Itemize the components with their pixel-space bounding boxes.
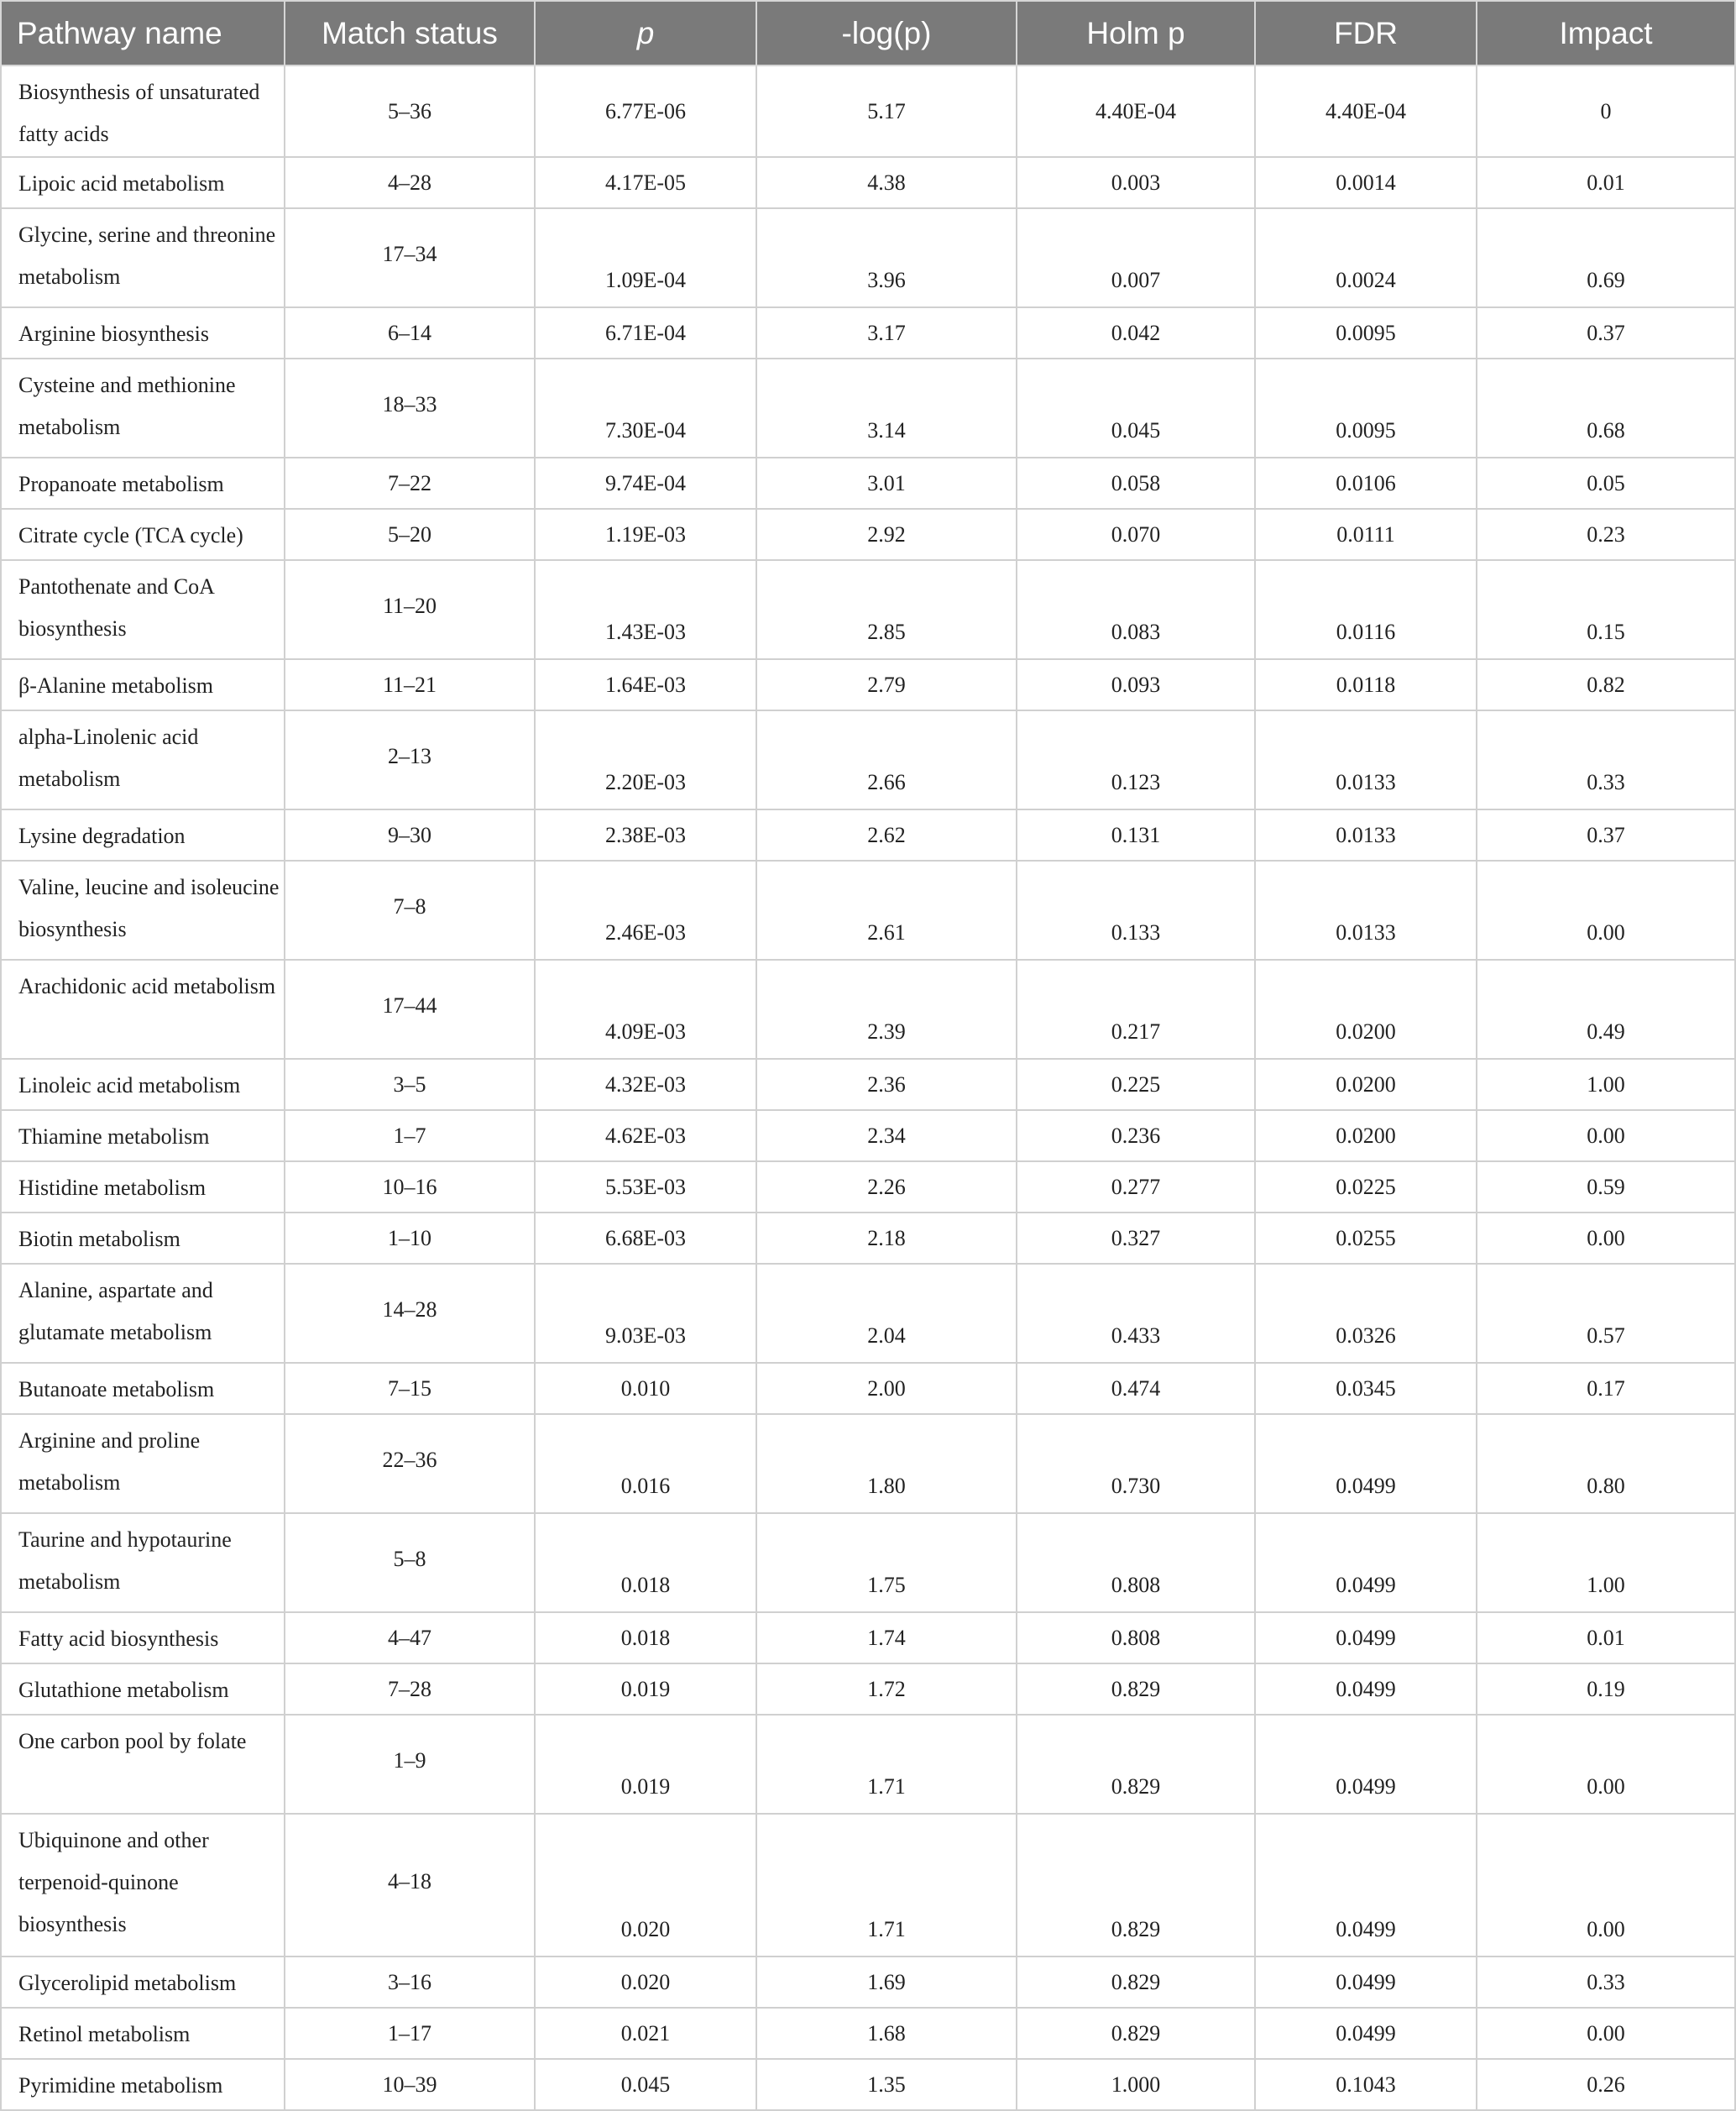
cell-p: 1.43E-03 xyxy=(535,560,756,659)
table-row xyxy=(1,1363,1735,1414)
header-neg-log-p: -log(p) xyxy=(756,1,1017,65)
cell-p: 4.32E-03 xyxy=(535,1059,756,1110)
cell-match-status: 6–14 xyxy=(285,307,535,359)
cell-neg-log-p: 1.74 xyxy=(756,1612,1017,1663)
cell-match-status: 2–13 xyxy=(285,710,535,809)
cell-match-status: 22–36 xyxy=(285,1414,535,1513)
cell-impact: 0.33 xyxy=(1477,710,1735,809)
cell-impact: 0.33 xyxy=(1477,1956,1735,2008)
cell-match-status: 1–9 xyxy=(285,1715,535,1814)
cell-neg-log-p: 1.75 xyxy=(756,1513,1017,1612)
table-row xyxy=(1,710,1735,809)
cell-p: 2.38E-03 xyxy=(535,809,756,861)
cell-pathway-name: Fatty acid biosynthesis xyxy=(1,1612,285,1663)
table-row xyxy=(1,1213,1735,1264)
cell-impact: 0.37 xyxy=(1477,809,1735,861)
cell-impact: 0.26 xyxy=(1477,2059,1735,2110)
cell-match-status: 10–16 xyxy=(285,1161,535,1213)
cell-p: 1.09E-04 xyxy=(535,208,756,307)
cell-holm-p: 0.042 xyxy=(1017,307,1255,359)
header-p: p xyxy=(535,1,756,65)
cell-fdr: 0.0200 xyxy=(1255,1110,1477,1161)
cell-match-status: 3–5 xyxy=(285,1059,535,1110)
cell-match-status: 5–36 xyxy=(285,65,535,157)
cell-pathway-name: Histidine metabolism xyxy=(1,1161,285,1213)
cell-p: 0.018 xyxy=(535,1513,756,1612)
cell-holm-p: 0.829 xyxy=(1017,1956,1255,2008)
cell-holm-p: 0.003 xyxy=(1017,157,1255,208)
cell-pathway-name: Thiamine metabolism xyxy=(1,1110,285,1161)
cell-neg-log-p: 2.26 xyxy=(756,1161,1017,1213)
cell-pathway-name: β-Alanine metabolism xyxy=(1,659,285,710)
cell-fdr: 0.0118 xyxy=(1255,659,1477,710)
cell-impact: 0.59 xyxy=(1477,1161,1735,1213)
cell-holm-p: 0.131 xyxy=(1017,809,1255,861)
cell-match-status: 4–47 xyxy=(285,1612,535,1663)
cell-fdr: 0.0133 xyxy=(1255,710,1477,809)
cell-neg-log-p: 4.38 xyxy=(756,157,1017,208)
cell-pathway-name: Arachidonic acid metabolism xyxy=(1,960,285,1059)
cell-p: 4.09E-03 xyxy=(535,960,756,1059)
cell-pathway-name: Lysine degradation xyxy=(1,809,285,861)
cell-match-status: 11–20 xyxy=(285,560,535,659)
cell-neg-log-p: 2.36 xyxy=(756,1059,1017,1110)
header-fdr: FDR xyxy=(1255,1,1477,65)
table-row xyxy=(1,208,1735,307)
cell-pathway-name: alpha-Linolenic acid metabolism xyxy=(1,710,285,809)
table-row xyxy=(1,659,1735,710)
cell-fdr: 4.40E-04 xyxy=(1255,65,1477,157)
cell-neg-log-p: 3.14 xyxy=(756,359,1017,458)
cell-pathway-name: Cysteine and methionine metabolism xyxy=(1,359,285,458)
cell-p: 6.68E-03 xyxy=(535,1213,756,1264)
cell-holm-p: 0.730 xyxy=(1017,1414,1255,1513)
cell-impact: 1.00 xyxy=(1477,1059,1735,1110)
cell-match-status: 3–16 xyxy=(285,1956,535,2008)
cell-impact: 1.00 xyxy=(1477,1513,1735,1612)
table-row xyxy=(1,2059,1735,2110)
cell-impact: 0.80 xyxy=(1477,1414,1735,1513)
cell-pathway-name: Arginine biosynthesis xyxy=(1,307,285,359)
table-row xyxy=(1,1814,1735,1956)
table-body xyxy=(1,65,1735,2110)
cell-neg-log-p: 3.96 xyxy=(756,208,1017,307)
cell-fdr: 0.0095 xyxy=(1255,307,1477,359)
cell-impact: 0.01 xyxy=(1477,1612,1735,1663)
cell-pathway-name: Biotin metabolism xyxy=(1,1213,285,1264)
cell-match-status: 7–22 xyxy=(285,458,535,509)
header-match-status: Match status xyxy=(285,1,535,65)
cell-fdr: 0.0499 xyxy=(1255,1715,1477,1814)
table-row xyxy=(1,1059,1735,1110)
cell-p: 0.018 xyxy=(535,1612,756,1663)
cell-p: 0.016 xyxy=(535,1414,756,1513)
cell-neg-log-p: 1.69 xyxy=(756,1956,1017,2008)
cell-pathway-name: Glycine, serine and threonine metabolism xyxy=(1,208,285,307)
cell-fdr: 0.0499 xyxy=(1255,1814,1477,1956)
table-row xyxy=(1,1513,1735,1612)
cell-holm-p: 0.808 xyxy=(1017,1513,1255,1612)
cell-fdr: 0.0024 xyxy=(1255,208,1477,307)
cell-p: 9.74E-04 xyxy=(535,458,756,509)
header-impact: Impact xyxy=(1477,1,1735,65)
cell-holm-p: 0.474 xyxy=(1017,1363,1255,1414)
cell-neg-log-p: 3.17 xyxy=(756,307,1017,359)
cell-impact: 0.49 xyxy=(1477,960,1735,1059)
cell-holm-p: 0.133 xyxy=(1017,861,1255,960)
cell-fdr: 0.0499 xyxy=(1255,1612,1477,1663)
cell-neg-log-p: 2.66 xyxy=(756,710,1017,809)
table-row xyxy=(1,157,1735,208)
cell-p: 6.77E-06 xyxy=(535,65,756,157)
cell-p: 4.62E-03 xyxy=(535,1110,756,1161)
cell-neg-log-p: 1.71 xyxy=(756,1814,1017,1956)
table-row xyxy=(1,1161,1735,1213)
cell-match-status: 17–34 xyxy=(285,208,535,307)
table-row xyxy=(1,2008,1735,2059)
cell-holm-p: 0.083 xyxy=(1017,560,1255,659)
cell-holm-p: 0.829 xyxy=(1017,1663,1255,1715)
cell-neg-log-p: 2.85 xyxy=(756,560,1017,659)
cell-fdr: 0.0200 xyxy=(1255,1059,1477,1110)
cell-impact: 0.68 xyxy=(1477,359,1735,458)
cell-p: 0.045 xyxy=(535,2059,756,2110)
table-row xyxy=(1,560,1735,659)
header-holm-p: Holm p xyxy=(1017,1,1255,65)
cell-fdr: 0.0133 xyxy=(1255,809,1477,861)
cell-p: 6.71E-04 xyxy=(535,307,756,359)
cell-impact: 0.15 xyxy=(1477,560,1735,659)
cell-fdr: 0.0499 xyxy=(1255,1956,1477,2008)
table-row xyxy=(1,1414,1735,1513)
cell-impact: 0.37 xyxy=(1477,307,1735,359)
cell-neg-log-p: 1.35 xyxy=(756,2059,1017,2110)
cell-match-status: 9–30 xyxy=(285,809,535,861)
cell-neg-log-p: 3.01 xyxy=(756,458,1017,509)
cell-holm-p: 0.236 xyxy=(1017,1110,1255,1161)
cell-neg-log-p: 2.00 xyxy=(756,1363,1017,1414)
cell-impact: 0.00 xyxy=(1477,1814,1735,1956)
cell-neg-log-p: 5.17 xyxy=(756,65,1017,157)
cell-fdr: 0.0499 xyxy=(1255,2008,1477,2059)
table-row xyxy=(1,1956,1735,2008)
cell-pathway-name: Ubiquinone and other terpenoid-quinone biosynthesis xyxy=(1,1814,285,1956)
cell-impact: 0.00 xyxy=(1477,1110,1735,1161)
cell-match-status: 7–28 xyxy=(285,1663,535,1715)
cell-impact: 0.05 xyxy=(1477,458,1735,509)
cell-pathway-name: Biosynthesis of unsaturated fatty acids xyxy=(1,65,285,157)
cell-impact: 0.00 xyxy=(1477,1715,1735,1814)
cell-pathway-name: One carbon pool by folate xyxy=(1,1715,285,1814)
table-row xyxy=(1,809,1735,861)
cell-pathway-name: Linoleic acid metabolism xyxy=(1,1059,285,1110)
cell-p: 0.019 xyxy=(535,1663,756,1715)
cell-pathway-name: Arginine and proline metabolism xyxy=(1,1414,285,1513)
cell-holm-p: 0.277 xyxy=(1017,1161,1255,1213)
cell-neg-log-p: 1.80 xyxy=(756,1414,1017,1513)
cell-match-status: 4–18 xyxy=(285,1814,535,1956)
cell-impact: 0 xyxy=(1477,65,1735,157)
cell-p: 0.020 xyxy=(535,1814,756,1956)
cell-holm-p: 0.217 xyxy=(1017,960,1255,1059)
cell-holm-p: 4.40E-04 xyxy=(1017,65,1255,157)
cell-neg-log-p: 2.39 xyxy=(756,960,1017,1059)
cell-neg-log-p: 1.71 xyxy=(756,1715,1017,1814)
table-row xyxy=(1,359,1735,458)
cell-impact: 0.00 xyxy=(1477,861,1735,960)
cell-fdr: 0.0345 xyxy=(1255,1363,1477,1414)
cell-impact: 0.82 xyxy=(1477,659,1735,710)
table-row xyxy=(1,1715,1735,1814)
cell-match-status: 5–8 xyxy=(285,1513,535,1612)
cell-holm-p: 0.045 xyxy=(1017,359,1255,458)
table-row xyxy=(1,960,1735,1059)
cell-fdr: 0.0255 xyxy=(1255,1213,1477,1264)
header-row xyxy=(1,1,1735,65)
cell-holm-p: 0.070 xyxy=(1017,509,1255,560)
cell-holm-p: 0.829 xyxy=(1017,2008,1255,2059)
cell-pathway-name: Glycerolipid metabolism xyxy=(1,1956,285,2008)
cell-pathway-name: Retinol metabolism xyxy=(1,2008,285,2059)
cell-neg-log-p: 2.34 xyxy=(756,1110,1017,1161)
cell-match-status: 5–20 xyxy=(285,509,535,560)
cell-p: 2.46E-03 xyxy=(535,861,756,960)
cell-pathway-name: Glutathione metabolism xyxy=(1,1663,285,1715)
cell-p: 2.20E-03 xyxy=(535,710,756,809)
cell-pathway-name: Valine, leucine and isoleucine biosynthesis xyxy=(1,861,285,960)
table-row xyxy=(1,509,1735,560)
cell-fdr: 0.0225 xyxy=(1255,1161,1477,1213)
cell-match-status: 18–33 xyxy=(285,359,535,458)
cell-neg-log-p: 2.18 xyxy=(756,1213,1017,1264)
table-row xyxy=(1,1110,1735,1161)
cell-p: 7.30E-04 xyxy=(535,359,756,458)
cell-pathway-name: Lipoic acid metabolism xyxy=(1,157,285,208)
cell-impact: 0.57 xyxy=(1477,1264,1735,1363)
cell-holm-p: 0.327 xyxy=(1017,1213,1255,1264)
cell-holm-p: 1.000 xyxy=(1017,2059,1255,2110)
cell-fdr: 0.0133 xyxy=(1255,861,1477,960)
cell-p: 0.020 xyxy=(535,1956,756,2008)
cell-fdr: 0.0200 xyxy=(1255,960,1477,1059)
cell-pathway-name: Propanoate metabolism xyxy=(1,458,285,509)
cell-fdr: 0.0095 xyxy=(1255,359,1477,458)
cell-p: 4.17E-05 xyxy=(535,157,756,208)
cell-match-status: 4–28 xyxy=(285,157,535,208)
cell-pathway-name: Butanoate metabolism xyxy=(1,1363,285,1414)
cell-match-status: 1–17 xyxy=(285,2008,535,2059)
table-row xyxy=(1,65,1735,157)
cell-fdr: 0.1043 xyxy=(1255,2059,1477,2110)
cell-match-status: 7–8 xyxy=(285,861,535,960)
cell-match-status: 1–7 xyxy=(285,1110,535,1161)
cell-pathway-name: Alanine, aspartate and glutamate metabolism xyxy=(1,1264,285,1363)
cell-holm-p: 0.058 xyxy=(1017,458,1255,509)
cell-fdr: 0.0014 xyxy=(1255,157,1477,208)
cell-fdr: 0.0499 xyxy=(1255,1513,1477,1612)
table-row xyxy=(1,861,1735,960)
cell-fdr: 0.0499 xyxy=(1255,1663,1477,1715)
cell-match-status: 14–28 xyxy=(285,1264,535,1363)
cell-holm-p: 0.433 xyxy=(1017,1264,1255,1363)
cell-p: 5.53E-03 xyxy=(535,1161,756,1213)
cell-fdr: 0.0499 xyxy=(1255,1414,1477,1513)
cell-impact: 0.00 xyxy=(1477,1213,1735,1264)
cell-fdr: 0.0116 xyxy=(1255,560,1477,659)
cell-impact: 0.01 xyxy=(1477,157,1735,208)
cell-holm-p: 0.007 xyxy=(1017,208,1255,307)
cell-p: 1.64E-03 xyxy=(535,659,756,710)
cell-holm-p: 0.225 xyxy=(1017,1059,1255,1110)
cell-holm-p: 0.123 xyxy=(1017,710,1255,809)
cell-fdr: 0.0326 xyxy=(1255,1264,1477,1363)
cell-pathway-name: Pyrimidine metabolism xyxy=(1,2059,285,2110)
table-row xyxy=(1,307,1735,359)
table-row xyxy=(1,1264,1735,1363)
cell-holm-p: 0.829 xyxy=(1017,1814,1255,1956)
cell-match-status: 7–15 xyxy=(285,1363,535,1414)
cell-neg-log-p: 2.79 xyxy=(756,659,1017,710)
cell-neg-log-p: 1.68 xyxy=(756,2008,1017,2059)
cell-neg-log-p: 2.62 xyxy=(756,809,1017,861)
cell-impact: 0.00 xyxy=(1477,2008,1735,2059)
cell-fdr: 0.0106 xyxy=(1255,458,1477,509)
cell-fdr: 0.0111 xyxy=(1255,509,1477,560)
header-pathway-name: Pathway name xyxy=(1,1,285,65)
cell-holm-p: 0.829 xyxy=(1017,1715,1255,1814)
cell-impact: 0.69 xyxy=(1477,208,1735,307)
cell-impact: 0.17 xyxy=(1477,1363,1735,1414)
cell-neg-log-p: 2.61 xyxy=(756,861,1017,960)
table-row xyxy=(1,458,1735,509)
cell-match-status: 1–10 xyxy=(285,1213,535,1264)
cell-p: 0.019 xyxy=(535,1715,756,1814)
cell-p: 0.021 xyxy=(535,2008,756,2059)
cell-pathway-name: Citrate cycle (TCA cycle) xyxy=(1,509,285,560)
cell-match-status: 17–44 xyxy=(285,960,535,1059)
cell-holm-p: 0.093 xyxy=(1017,659,1255,710)
cell-impact: 0.19 xyxy=(1477,1663,1735,1715)
cell-p: 9.03E-03 xyxy=(535,1264,756,1363)
cell-p: 0.010 xyxy=(535,1363,756,1414)
cell-holm-p: 0.808 xyxy=(1017,1612,1255,1663)
cell-match-status: 11–21 xyxy=(285,659,535,710)
table-row xyxy=(1,1612,1735,1663)
table-row xyxy=(1,1663,1735,1715)
cell-match-status: 10–39 xyxy=(285,2059,535,2110)
cell-pathway-name: Pantothenate and CoA biosynthesis xyxy=(1,560,285,659)
cell-impact: 0.23 xyxy=(1477,509,1735,560)
cell-neg-log-p: 2.92 xyxy=(756,509,1017,560)
cell-neg-log-p: 1.72 xyxy=(756,1663,1017,1715)
cell-p: 1.19E-03 xyxy=(535,509,756,560)
cell-neg-log-p: 2.04 xyxy=(756,1264,1017,1363)
cell-pathway-name: Taurine and hypotaurine metabolism xyxy=(1,1513,285,1612)
